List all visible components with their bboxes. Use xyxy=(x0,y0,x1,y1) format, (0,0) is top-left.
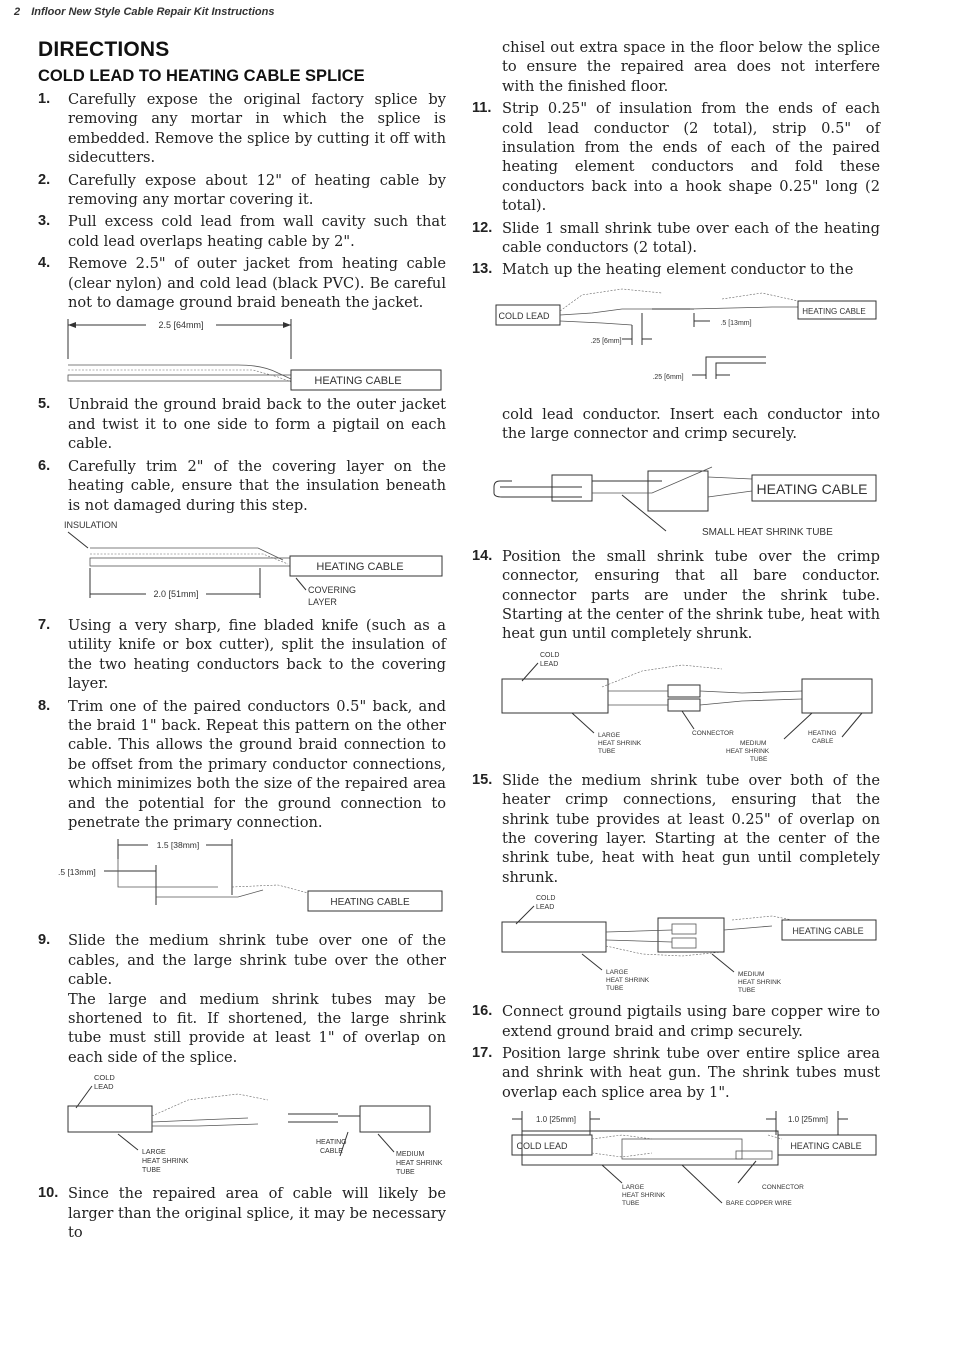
cold-label: COLD xyxy=(540,651,560,659)
steps-list-right-3 xyxy=(472,771,880,887)
figure-step-15 xyxy=(472,890,880,998)
step-11 xyxy=(472,99,880,215)
conductor-wire xyxy=(560,309,654,315)
step-10 xyxy=(38,1184,446,1242)
step-text: Carefully expose about 12" of heating cable by removing any mortar covering it. xyxy=(68,171,446,209)
step-13-continued: cold lead conductor. Insert each conductor into the large connector and crimp securely. xyxy=(502,405,880,443)
step-text: Using a very sharp, fine bladed knife (such as a utility knife or box cutter), split the insulation of the two heating conductors back to the covering layer. xyxy=(68,616,446,693)
lead-label: LEAD xyxy=(536,904,555,912)
dimension-label: .5 [13mm] xyxy=(58,867,96,878)
leader-line xyxy=(118,1134,138,1150)
heating-cable-label: HEATING CABLE xyxy=(756,480,868,497)
step-number: 5. xyxy=(38,396,51,413)
tube-label: TUBE xyxy=(606,985,624,993)
step-number: 7. xyxy=(38,616,51,633)
conductor-wire xyxy=(708,491,752,497)
cable-core xyxy=(90,558,290,566)
step-number: 4. xyxy=(38,255,51,272)
steps-list-left-2 xyxy=(38,395,446,514)
steps-list-right xyxy=(472,99,880,280)
arrowhead xyxy=(68,322,76,328)
ground-braid xyxy=(68,370,291,382)
medium-label: MEDIUM xyxy=(740,739,767,747)
step-text: Slide the medium shrink tube over one of the cables, and the large shrink tube over the other cable. xyxy=(68,932,446,989)
ground-braid xyxy=(560,289,662,311)
ground-braid xyxy=(152,1094,268,1116)
ground-braid xyxy=(592,1135,652,1139)
step-9 xyxy=(38,931,446,1067)
insulation-label: INSULATION xyxy=(64,519,118,530)
crimp-connector xyxy=(668,685,700,697)
leader-line xyxy=(682,711,694,729)
step-13 xyxy=(472,260,880,279)
step-text: Unbraid the ground braid back to the outer jacket and twist it to one side to form a pigtail on each cable. xyxy=(68,396,446,453)
covering-braid xyxy=(90,554,288,564)
step-number: 10. xyxy=(38,1185,59,1202)
step-number: 3. xyxy=(38,213,51,230)
large-shrink-tube xyxy=(502,679,608,713)
heating-cable-label: HEATING CABLE xyxy=(330,897,410,909)
step-number: 12. xyxy=(472,219,493,236)
step-text: Strip 0.25" of insulation from the ends of each cold lead conductor (2 total), strip 0.5" of insulation from the ends of each of the paired heating element conductors and fold these conductors back into a hook shape 0.25" long (2 total). xyxy=(502,100,880,215)
conductor-wire xyxy=(724,926,772,930)
large-label: LARGE xyxy=(622,1184,645,1192)
left-column xyxy=(38,38,446,1245)
step-text: Slide 1 small shrink tube over each of the heating cable conductors (2 total). xyxy=(502,219,880,257)
medium-shrink-tube xyxy=(622,1139,742,1159)
covering-label: COVERING xyxy=(308,584,357,595)
figure-step-9 xyxy=(38,1070,446,1180)
steps-list-left-3 xyxy=(38,616,446,832)
layer-label: LAYER xyxy=(308,596,337,607)
conductor-wire xyxy=(156,890,263,897)
ground-braid xyxy=(602,665,722,687)
cold-lead-conductor xyxy=(494,481,582,497)
medium-label: MEDIUM xyxy=(738,971,765,979)
conductor-wire xyxy=(118,859,218,887)
step-3 xyxy=(38,212,446,251)
heating-label: HEATING xyxy=(808,729,837,737)
connector-label: CONNECTOR xyxy=(692,729,734,737)
dimension-label: 2.5 [64mm] xyxy=(158,320,204,331)
tube-label: TUBE xyxy=(750,755,768,763)
crimp-connector xyxy=(736,1151,772,1159)
heating-cable-label: HEATING CABLE xyxy=(316,560,404,573)
step-number: 15. xyxy=(472,771,493,788)
step-text: Pull excess cold lead from wall cavity such that cold lead overlaps heating cable by 2". xyxy=(68,213,446,250)
step-text: Carefully trim 2" of the covering layer on the heating cable, ensure that the insulation beneath is not damaged during this step. xyxy=(68,457,446,514)
cold-label: COLD xyxy=(94,1073,115,1083)
step-text: Connect ground pigtails using bare copper wire to extend ground braid and crimp securely. xyxy=(502,1003,880,1040)
step-15 xyxy=(472,771,880,887)
figure-step-13b xyxy=(472,447,880,543)
tube-label: TUBE xyxy=(396,1169,415,1177)
heat-shrink-label: HEAT SHRINK xyxy=(726,747,770,755)
heat-shrink-label: HEAT SHRINK xyxy=(738,979,782,987)
tube-label: TUBE xyxy=(622,1200,640,1208)
conductor-wire xyxy=(700,699,802,705)
step-2 xyxy=(38,171,446,210)
cable-label: CABLE xyxy=(812,737,834,745)
conductor-wire xyxy=(152,1118,248,1122)
step-12 xyxy=(472,219,880,258)
leader-line xyxy=(378,1134,394,1152)
leader-line xyxy=(738,1161,756,1183)
large-label: LARGE xyxy=(598,731,621,739)
leader-line xyxy=(68,532,88,548)
lead-label: LEAD xyxy=(540,660,559,668)
crimp-connector xyxy=(668,699,700,711)
dimension-label: .25 [6mm] xyxy=(590,337,622,345)
conductor-wire xyxy=(606,940,672,942)
step-number: 8. xyxy=(38,697,51,714)
heat-shrink-label: HEAT SHRINK xyxy=(598,739,642,747)
cold-lead-label: COLD LEAD xyxy=(498,310,550,321)
ground-braid xyxy=(606,946,722,956)
hook-conductor xyxy=(706,357,766,379)
step-text: Carefully expose the original factory splice by removing any mortar in which the splice is embedded. Remove the splice by cutting it off with sidecutters. xyxy=(68,91,446,167)
step-number: 11. xyxy=(472,100,492,117)
large-label: LARGE xyxy=(606,969,629,977)
conductor-wire xyxy=(690,307,798,309)
step-text: Since the repaired area of cable will likely be larger than the original splice, it may be necessary to xyxy=(68,1185,446,1242)
heat-shrink-label: HEAT SHRINK xyxy=(396,1160,443,1168)
steps-list-right-4 xyxy=(472,1002,880,1102)
conductor-wire xyxy=(152,1124,258,1126)
conductor-wire xyxy=(68,365,291,379)
page-number: 2 xyxy=(14,6,21,18)
steps-list-left-4 xyxy=(38,931,446,1067)
step-number: 9. xyxy=(38,932,51,949)
small-tube-label: SMALL HEAT SHRINK TUBE xyxy=(702,526,833,538)
conductor-wire xyxy=(700,691,802,693)
step-1 xyxy=(38,90,446,168)
medium-shrink-tube xyxy=(802,679,872,713)
step-7 xyxy=(38,616,446,694)
page-header xyxy=(14,6,274,18)
dimension-label: 1.0 [25mm] xyxy=(535,1115,577,1125)
cold-lead-label: COLD LEAD xyxy=(516,1141,568,1152)
figure-step-8 xyxy=(38,835,446,927)
step-number: 17. xyxy=(472,1044,493,1061)
header-title: Infloor New Style Cable Repair Kit Instructions xyxy=(31,6,275,18)
step-4 xyxy=(38,254,446,312)
ground-braid xyxy=(768,1135,782,1139)
tube-label: TUBE xyxy=(598,747,616,755)
heating-cable-label: HEATING CABLE xyxy=(790,1141,862,1152)
leader-line xyxy=(516,906,534,924)
step-10-continued: chisel out extra space in the floor below the splice to ensure the repaired area does not interfere with the finished floor. xyxy=(502,39,880,95)
crimp-connector xyxy=(672,924,696,934)
leader-line xyxy=(296,578,306,590)
cable-label: CABLE xyxy=(320,1148,343,1156)
right-column xyxy=(472,38,880,1219)
large-shrink-tube xyxy=(68,1106,152,1132)
step-5 xyxy=(38,395,446,453)
leader-line xyxy=(76,1086,92,1108)
section-title: COLD LEAD TO HEATING CABLE SPLICE xyxy=(38,67,365,85)
leader-line xyxy=(622,495,666,531)
heat-shrink-label: HEAT SHRINK xyxy=(622,1192,666,1200)
leader-line xyxy=(572,713,594,733)
step-17 xyxy=(472,1044,880,1102)
bare-wire-label: BARE COPPER WIRE xyxy=(726,1200,792,1208)
step-number: 1. xyxy=(38,91,51,107)
step-8 xyxy=(38,697,446,833)
step-14 xyxy=(472,547,880,644)
leader-line xyxy=(682,1165,722,1203)
step-number: 13. xyxy=(472,261,493,278)
heating-cable-label: HEATING CABLE xyxy=(314,375,402,388)
steps-list-right-2 xyxy=(472,547,880,644)
leader-line xyxy=(582,954,602,970)
dimension-label: 1.5 [38mm] xyxy=(156,840,200,851)
step-6 xyxy=(38,457,446,515)
steps-list-left-5 xyxy=(38,1184,446,1242)
leader-line xyxy=(522,663,538,681)
cold-label: COLD xyxy=(536,895,556,903)
crimp-connector xyxy=(672,938,696,948)
connector-label: CONNECTOR xyxy=(762,1184,804,1192)
large-shrink-tube xyxy=(502,922,606,952)
step-number: 14. xyxy=(472,547,493,564)
step-text: Match up the heating element conductor to the xyxy=(502,261,854,279)
conductor-wire xyxy=(560,321,632,325)
leader-line xyxy=(602,1165,622,1183)
hook-conductor xyxy=(716,363,766,379)
figure-step-4 xyxy=(38,315,446,391)
step-16 xyxy=(472,1002,880,1041)
step-text: Position large shrink tube over entire splice area and shrink with heat gun. The shrink tubes must overlap each splice area by 1". xyxy=(502,1044,880,1101)
figure-step-13a xyxy=(472,283,880,401)
heating-label: HEATING xyxy=(316,1139,347,1147)
step-text: Remove 2.5" of outer jacket from heating cable (clear nylon) and cold lead (black PVC). Be careful not to damage ground braid beneath the jacket. xyxy=(68,255,446,312)
dimension-label: .5 [13mm] xyxy=(720,319,752,327)
large-label: LARGE xyxy=(142,1149,166,1157)
tube-label: TUBE xyxy=(142,1167,161,1175)
step-text: Position the small shrink tube over the crimp connector, ensuring that all bare conductor. connector parts are under the shrink tube. Starting at the center of the shrink tube, heat with heat gun until completely shrunk. xyxy=(502,547,880,643)
dimension-label: 2.0 [51mm] xyxy=(153,588,199,599)
leader-line xyxy=(712,954,734,972)
ground-braid xyxy=(732,916,792,920)
figure-step-14 xyxy=(472,647,880,767)
cable-core xyxy=(68,375,291,381)
dimension-label: .25 [6mm] xyxy=(652,373,684,381)
arrowhead xyxy=(283,322,291,328)
heat-shrink-label: HEAT SHRINK xyxy=(142,1158,189,1166)
figure-step-17 xyxy=(472,1105,880,1215)
medium-label: MEDIUM xyxy=(396,1151,425,1159)
leader-line xyxy=(842,713,862,737)
heating-cable-label: HEATING CABLE xyxy=(792,926,864,937)
lead-label: LEAD xyxy=(94,1082,114,1092)
step-number: 6. xyxy=(38,457,51,474)
step-text: Trim one of the paired conductors 0.5" back, and the braid 1" back. Repeat this pattern on the other cable. This allows the ground braid connection to be offset from the primary conductor connections, which minimizes both the size of the repaired area and the potential for the ground connection to penetrate the primary connection. xyxy=(68,697,446,831)
heat-shrink-label: HEAT SHRINK xyxy=(606,977,650,985)
medium-shrink-tube xyxy=(360,1106,430,1132)
conductor-wire xyxy=(708,477,752,479)
ground-braid xyxy=(232,885,308,893)
conductor-wire xyxy=(606,930,672,932)
ground-braid xyxy=(722,293,798,301)
step-text-note: The large and medium shrink tubes may be shortened to fit. If shortened, the large shrink tube must still provide at least 1" of overlap on each side of the splice. xyxy=(68,990,446,1066)
medium-shrink-tube xyxy=(658,918,724,952)
steps-list-left xyxy=(38,90,446,312)
step-number: 2. xyxy=(38,171,51,188)
tube-label: TUBE xyxy=(738,987,756,995)
heating-cable-label: HEATING CABLE xyxy=(802,306,866,316)
figure-step-6 xyxy=(38,518,446,612)
dimension-label: 1.0 [25mm] xyxy=(787,1115,829,1125)
step-text: Slide the medium shrink tube over both of the heater crimp connections, ensuring that the shrink tube provides at least 0.25" of overlap on the covering layer. Starting at the center of the shrink tube, heat with heat gun until completely shrunk. xyxy=(502,771,880,886)
page-title: DIRECTIONS xyxy=(38,38,170,61)
step-number: 16. xyxy=(472,1003,493,1020)
